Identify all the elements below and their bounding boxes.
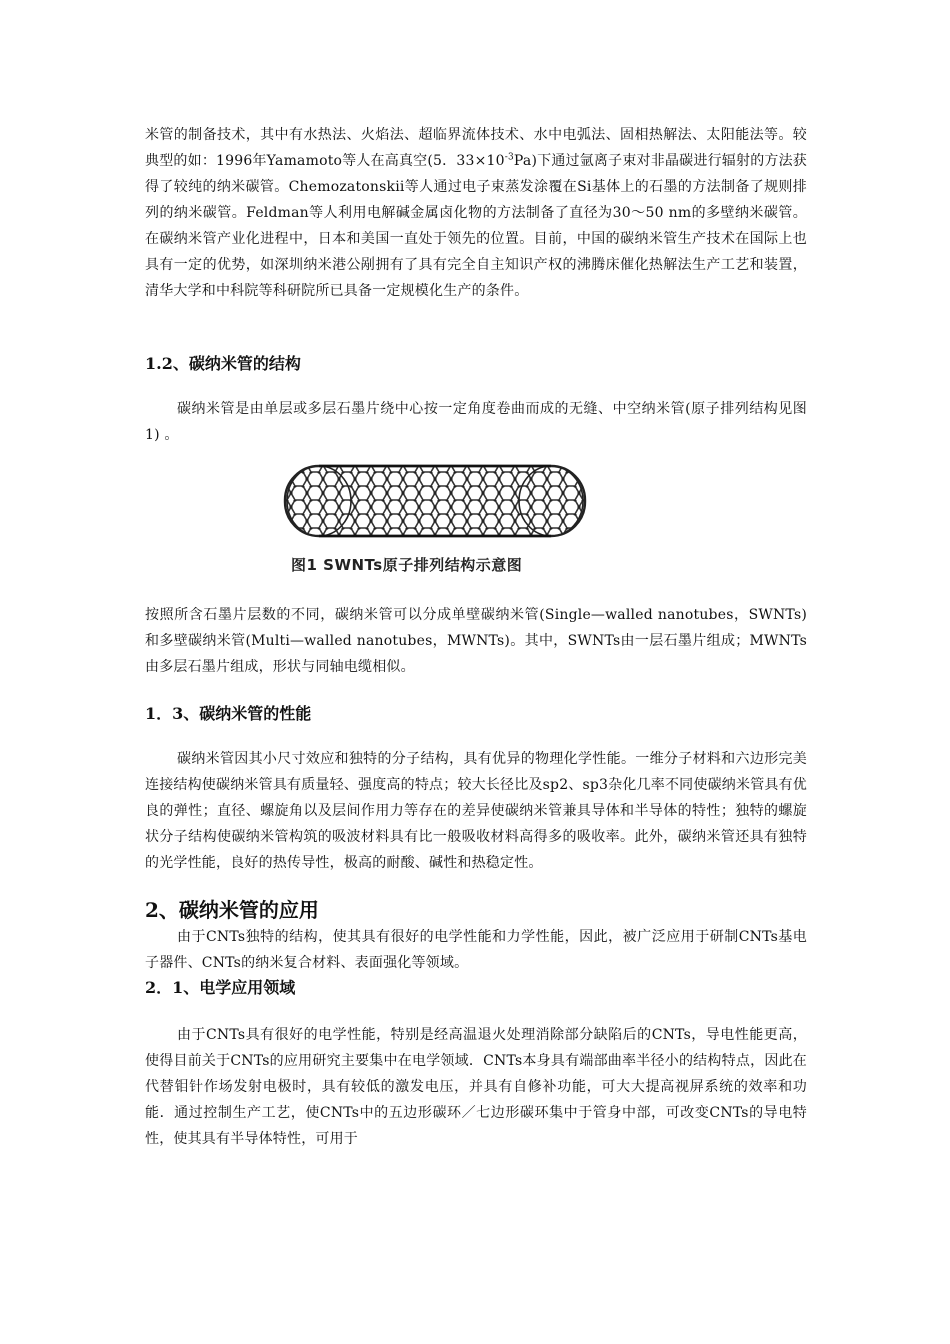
nanotube-illustration [275, 458, 595, 546]
superscript: -3 [504, 152, 514, 163]
section-heading-1-3: 1．3、碳纳米管的性能 [145, 704, 312, 723]
paragraph-classification: 按照所含石墨片层数的不同，碳纳米管可以分成单壁碳纳米管(Single—walled nanotubes，SWNTs)和多壁碳纳米管(Multi—walled nanotubes，MWNTs)。其中，SWNTs由一层石墨片组成；MWNTs由多层石墨片组成，形状与同轴电缆相似。 [145, 607, 807, 675]
paragraph-text: Pa)下通过氩离子束对非晶碳进行辐射的方法获得了较纯的纳米碳管。Chemozatonskii等人通过电子束蒸发涂覆在Si基体上的石墨的方法制备了规则排列的纳米碳管。Feldman等人利用电解碱金属卤化物的方法制备了直径为30～50 nm的多壁纳米碳管。在碳纳米管产业化进程中，日本和美国一直处于领先的位置。目前，中国的碳纳米管生产技术在国际上也具有一定的优势，如深圳纳米港公剐拥有了具有完全自主知识产权的沸腾床催化热解法生产工艺和装置，清华大学和中科院等科研院所已具备一定规模化生产的条件。 [145, 153, 808, 299]
paragraph-structure: 碳纳米管是由单层或多层石墨片绕中心按一定角度卷曲而成的无缝、中空纳米管(原子排列结构见图1) 。 [145, 401, 807, 443]
paragraph-preparation-methods [145, 122, 807, 304]
figure-swnt-structure [145, 458, 807, 598]
document-page [145, 122, 807, 1152]
paragraph-properties: 碳纳米管因其小尺寸效应和独特的分子结构，具有优异的物理化学性能。一维分子材料和六边形完美连接结构使碳纳米管具有质量轻、强度高的特点；较大长径比及sp2、sp3杂化几率不同使碳纳米管具有优良的弹性；直径、螺旋角以及层间作用力等存在的差异使碳纳米管兼具导体和半导体的特性；独特的螺旋状分子结构使碳纳米管构筑的吸波材料具有比一般吸收材料高得多的吸收率。此外，碳纳米管还具有独特的光学性能，良好的热传导性，极高的耐酸、碱性和热稳定性。 [145, 751, 807, 871]
paragraph-applications: 由于CNTs独特的结构，使其具有很好的电学性能和力学性能，因此，被广泛应用于研制CNTs基电子器件、CNTs的纳米复合材料、表面强化等领域。 [145, 929, 807, 971]
paragraph-electrical: 由于CNTs具有很好的电学性能，特别是经高温退火处理消除部分缺陷后的CNTs，导电性能更高，使得目前关于CNTs的应用研究主要集中在电学领域．CNTs本身具有端部曲率半径小的结构特点，因此在代替钼针作场发射电极时，具有较低的激发电压，并具有自修补功能，可大大提高视屏系统的效率和功能．通过控制生产工艺，使CNTs中的五边形碳环／七边形碳环集中于管身中部，可改变CNTs的导电特性，使其具有半导体特性，可用于 [145, 1027, 807, 1147]
figure-caption: 图1 SWNTs原子排列结构示意图 [291, 556, 523, 574]
section-heading-1-2: 1.2、碳纳米管的结构 [145, 354, 301, 373]
section-heading-2-1: 2．1、电学应用领域 [145, 978, 296, 997]
section-heading-2: 2、碳纳米管的应用 [145, 898, 319, 922]
paragraph-text: 米管的制备技术，其中有水热法、火焰法、超临界流体技术、水中电弧法、固相热解法、太阳能法等。较典型的如：1996年Yamamoto等人在高真空(5．33×10 [145, 127, 807, 169]
